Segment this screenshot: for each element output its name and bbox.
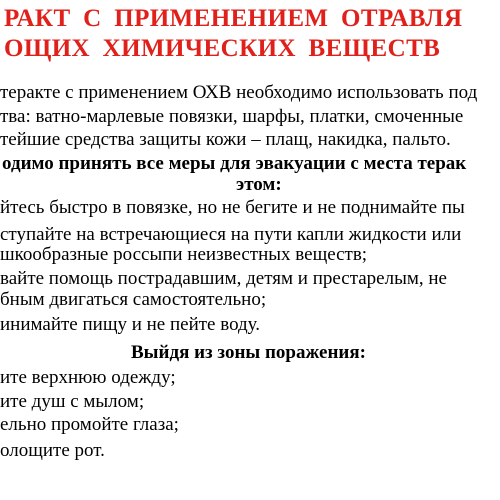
evac-item-1: йтесь быстро в повязке, но не бегите и не поднимайте пы [0, 197, 465, 218]
evac-item-6: инимайте пищу и не пейте воду. [0, 314, 261, 335]
evac-item-4: вайте помощь пострадавшим, детям и престарелым, не [0, 268, 447, 289]
evac-item-3: шкообразные россыпи неизвестных веществ; [0, 244, 368, 265]
intro-line-3: тейшие средства защиты кожи – плащ, накидка, пальто. [0, 129, 451, 150]
evac-heading-line-2: этом: [236, 174, 282, 195]
exit-item-3: ельно промойте глаза; [0, 414, 179, 435]
exit-heading: Выйдя из зоны поражения: [131, 342, 366, 363]
intro-line-1: теракте с применением ОХВ необходимо использовать под [0, 82, 478, 103]
evac-item-5: бным двигаться самостоятельно; [0, 289, 267, 310]
evac-heading-line-1: одимо принять все меры для эвакуации с места терак [2, 153, 467, 174]
evac-item-2: ступайте на встречающиеся на пути капли жидкости или [0, 224, 462, 245]
title-line-2: ОЩИХ ХИМИЧЕСКИХ ВЕЩЕСТВ [4, 35, 441, 62]
exit-item-1: ите верхнюю одежду; [0, 367, 176, 388]
intro-line-2: тва: ватно-марлевые повязки, шарфы, платки, смоченные [0, 106, 464, 127]
title-line-1: РАКТ С ПРИМЕНЕНИЕМ ОТРАВЛЯ [4, 5, 463, 32]
exit-item-4: олощите рот. [0, 440, 105, 461]
exit-item-2: ите душ с мылом; [0, 391, 145, 412]
